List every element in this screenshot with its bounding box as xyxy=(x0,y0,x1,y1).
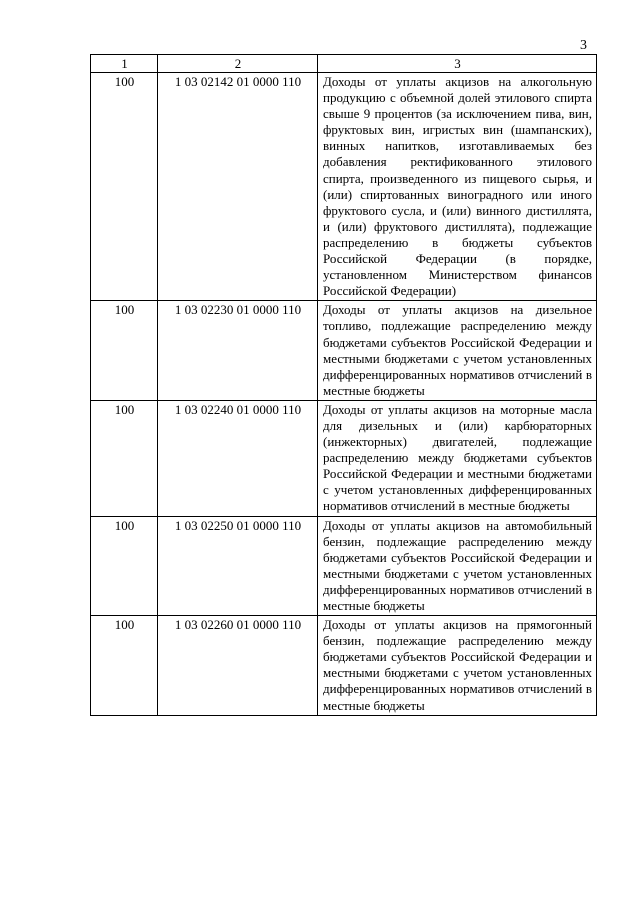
budget-code-cell: 1 03 02142 01 0000 110 xyxy=(158,73,318,301)
column-header-3: 3 xyxy=(318,55,597,73)
table-header-row xyxy=(91,55,597,73)
budget-code-cell: 1 03 02250 01 0000 110 xyxy=(158,516,318,616)
revenue-codes-table xyxy=(90,54,597,716)
table-row xyxy=(91,400,597,516)
description-cell: Доходы от уплаты акцизов на дизельное топливо, подлежащие распределению между бюджетами субъектов Российской Федерации и местными бюджетами с учетом установленных дифференцированных нормативов отчислений в местные бюджеты xyxy=(318,301,597,401)
table-row xyxy=(91,301,597,401)
page-number: 3 xyxy=(580,38,587,53)
admin-code-cell: 100 xyxy=(91,301,158,401)
budget-code-cell: 1 03 02240 01 0000 110 xyxy=(158,400,318,516)
admin-code-cell: 100 xyxy=(91,616,158,716)
description-cell: Доходы от уплаты акцизов на прямогонный бензин, подлежащие распределению между бюджетами субъектов Российской Федерации и местными бюджетами с учетом установленных дифференцированных нормативов отчислений в местные бюджеты xyxy=(318,616,597,716)
admin-code-cell: 100 xyxy=(91,400,158,516)
budget-code-cell: 1 03 02230 01 0000 110 xyxy=(158,301,318,401)
admin-code-cell: 100 xyxy=(91,516,158,616)
description-cell: Доходы от уплаты акцизов на автомобильный бензин, подлежащие распределению между бюджетами субъектов Российской Федерации и местными бюджетами с учетом установленных дифференцированных нормативов отчислений в местные бюджеты xyxy=(318,516,597,616)
column-header-2: 2 xyxy=(158,55,318,73)
table-row xyxy=(91,616,597,716)
description-cell: Доходы от уплаты акцизов на моторные масла для дизельных и (или) карбюраторных (инжекторных) двигателей, подлежащие распределению между бюджетами субъектов Российской Федерации и местными бюджетами с учетом установленных дифференцированных нормативов отчислений в местные бюджеты xyxy=(318,400,597,516)
column-header-1: 1 xyxy=(91,55,158,73)
description-cell: Доходы от уплаты акцизов на алкогольную продукцию с объемной долей этилового спирта свыше 9 процентов (за исключением пива, вин, фруктовых вин, игристых вин (шампанских), винных напитков, изготавливаемых без добавления ректификованного этилового спирта, произведенного из пищевого сырья, и (или) спиртованных виноградного или иного фруктового сусла, и (или) винного дистиллята, и (или) фруктового дистиллята), подлежащие распределению в бюджеты субъектов Российской Федерации (в порядке, установленном Министерством финансов Российской Федерации) xyxy=(318,73,597,301)
table-row xyxy=(91,73,597,301)
admin-code-cell: 100 xyxy=(91,73,158,301)
table-row xyxy=(91,516,597,616)
budget-code-cell: 1 03 02260 01 0000 110 xyxy=(158,616,318,716)
